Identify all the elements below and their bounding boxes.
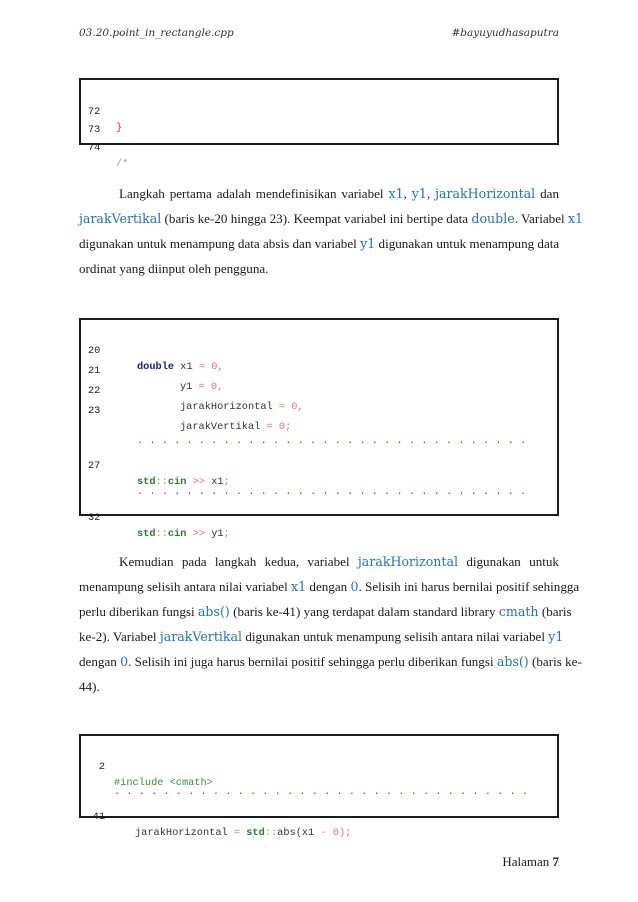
code-block-2 xyxy=(79,318,559,540)
code-text: /* xyxy=(116,158,129,170)
scope-operator: :: xyxy=(264,827,278,839)
page-number: 7 xyxy=(552,854,559,869)
code-block-3 xyxy=(79,734,559,839)
var-highlight: y1 xyxy=(411,186,427,201)
line-number: 41 xyxy=(92,811,105,823)
line-number: 23 xyxy=(88,405,101,417)
identifier: jarakHorizontal xyxy=(135,827,228,839)
line-number: 20 xyxy=(88,345,101,357)
line-number: 22 xyxy=(88,385,101,397)
identifier: cin xyxy=(167,476,187,488)
code-block-1 xyxy=(79,78,559,170)
operator: = xyxy=(266,421,273,433)
text: ke-2). Variabel xyxy=(79,629,157,644)
text: . Selisih ini juga harus bernilai positif sehingga perlu diberikan fungsi xyxy=(128,654,494,669)
operator: = xyxy=(233,827,241,839)
line-number: 2 xyxy=(98,761,105,773)
punct: , xyxy=(217,381,224,393)
punct: ; xyxy=(223,528,230,540)
header-author: #bayuyudhasaputra xyxy=(451,27,559,39)
line-number: 27 xyxy=(88,460,101,472)
punct: ; xyxy=(285,421,292,433)
var-highlight: cmath xyxy=(498,604,539,619)
identifier: y1 xyxy=(180,381,193,393)
text: digunakan untuk menampung selisih antara nilai variabel xyxy=(245,629,545,644)
namespace: std xyxy=(137,476,156,488)
text: digunakan untuk menampung data absis dan variabel xyxy=(79,236,357,251)
var-highlight: jarakHorizontal xyxy=(357,554,459,569)
text: (baris ke-41) yang terdapat dalam standard library xyxy=(233,604,496,619)
var-highlight: jarakVertikal xyxy=(159,629,243,644)
text: , xyxy=(403,186,407,201)
text: menampung selisih antara nilai variabel xyxy=(79,579,288,594)
var-highlight: x1 xyxy=(567,211,584,226)
line-number: 72 xyxy=(88,106,101,118)
paragraph-1 xyxy=(79,181,584,281)
page-footer xyxy=(502,854,559,870)
number: 0 xyxy=(210,381,218,393)
text: (baris xyxy=(541,604,572,619)
line-number: 73 xyxy=(88,124,101,136)
operator: >> xyxy=(192,528,205,540)
punct: ; xyxy=(223,476,230,488)
text: perlu diberikan fungsi xyxy=(79,604,195,619)
identifier: x1 xyxy=(180,361,193,373)
identifier: jarakHorizontal xyxy=(180,401,273,413)
text: . Selisih ini harus bernilai positif sehingga xyxy=(358,579,580,594)
text: Langkah pertama adalah mendefinisikan variabel xyxy=(119,186,384,201)
text: digunakan untuk menampung data xyxy=(378,236,560,251)
operator: = xyxy=(198,361,205,373)
identifier: jarakVertikal xyxy=(180,421,261,433)
text: , xyxy=(426,186,431,201)
var-highlight: 0 xyxy=(350,579,359,594)
omitted-lines-dots: . . . . . . . . . . . . . . . . . . . . . . . . . . . . . . . . . . xyxy=(114,786,529,798)
line-number: 32 xyxy=(88,512,101,524)
var-highlight: abs() xyxy=(197,604,230,619)
ellipsis-row xyxy=(81,768,557,798)
function-call: abs(x1 xyxy=(277,827,315,839)
code-text: } xyxy=(116,122,123,134)
var-highlight: abs() xyxy=(496,654,529,669)
text: dengan xyxy=(79,654,117,669)
text: . Variabel xyxy=(514,211,565,226)
operator: = xyxy=(198,381,205,393)
punct: , xyxy=(217,361,224,373)
var-highlight: y1 xyxy=(548,629,564,644)
var-highlight: x1 xyxy=(290,579,307,594)
code-line xyxy=(81,106,557,136)
scope-operator: :: xyxy=(155,528,168,540)
footer-label: Halaman xyxy=(502,854,550,869)
code-line xyxy=(81,442,557,488)
var-highlight: double xyxy=(471,211,515,226)
omitted-lines-dots: . . . . . . . . . . . . . . . . . . . . . . . . . . . . . . . . xyxy=(137,486,527,498)
code-line xyxy=(81,124,557,170)
operator: = xyxy=(278,401,286,413)
operator: - xyxy=(320,827,327,839)
var-highlight: jarakVertikal xyxy=(79,211,162,226)
line-number: 74 xyxy=(88,142,101,154)
var-highlight: jarakHorizontal xyxy=(435,186,536,201)
identifier: cin xyxy=(167,528,187,540)
namespace: std xyxy=(137,528,156,540)
text: ordinat yang diinput oleh pengguna. xyxy=(79,261,269,276)
text: digunakan untuk xyxy=(466,554,559,569)
number: 0 xyxy=(332,827,339,839)
code-line xyxy=(81,494,557,540)
header-filename: 03.20.point_in_rectangle.cpp xyxy=(79,27,234,39)
var-highlight: x1 xyxy=(388,186,404,201)
punct: , xyxy=(297,401,304,413)
var-highlight: 0 xyxy=(120,654,129,669)
code-line xyxy=(81,793,557,839)
ellipsis-row xyxy=(81,468,557,498)
keyword: double xyxy=(137,361,175,373)
preprocessor: #include <cmath> xyxy=(114,777,213,789)
text: dan xyxy=(540,186,559,201)
scope-operator: :: xyxy=(155,476,168,488)
code-line xyxy=(81,743,557,789)
punct: ); xyxy=(338,827,352,839)
text: 44). xyxy=(79,679,100,694)
number: 0 xyxy=(278,421,286,433)
number: 0 xyxy=(291,401,298,413)
paragraph-2 xyxy=(79,549,582,699)
var-highlight: y1 xyxy=(360,236,376,251)
namespace: std xyxy=(246,827,265,839)
line-number: 21 xyxy=(88,365,101,377)
text: (baris ke-20 hingga 23). Keempat variabel ini bertipe data xyxy=(164,211,469,226)
identifier: x1 xyxy=(211,476,224,488)
ellipsis-row xyxy=(81,417,557,447)
text: dengan xyxy=(309,579,348,594)
identifier: y1 xyxy=(211,528,224,540)
omitted-lines-dots: . . . . . . . . . . . . . . . . . . . . . . . . . . . . . . . . xyxy=(137,435,527,447)
number: 0 xyxy=(211,361,218,373)
text: (baris ke- xyxy=(532,654,582,669)
operator: >> xyxy=(192,476,205,488)
text: Kemudian pada langkah kedua, variabel xyxy=(119,554,350,569)
